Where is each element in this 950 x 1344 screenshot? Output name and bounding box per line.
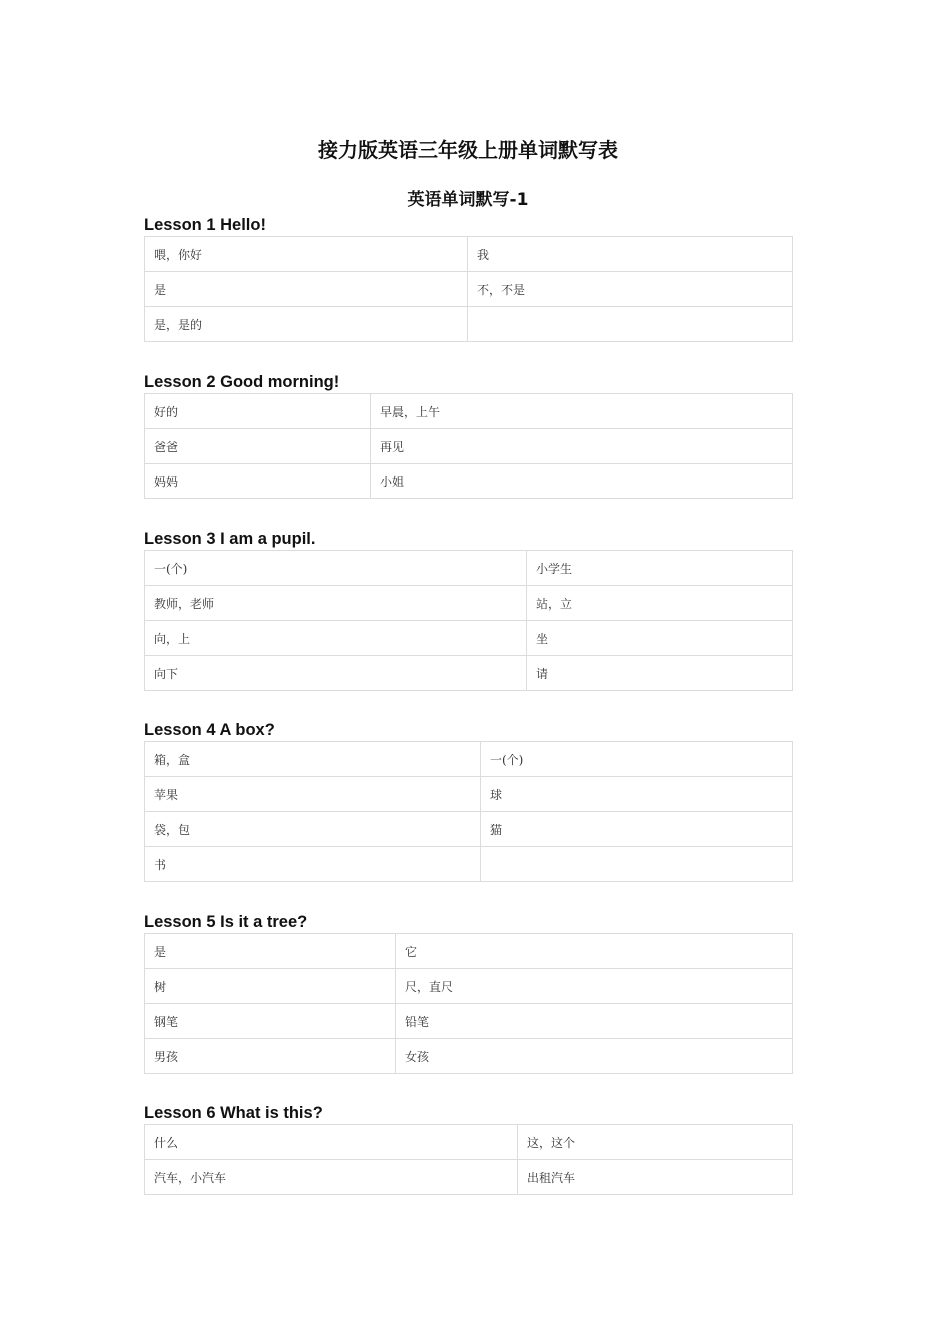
word-cell: 请 (527, 656, 793, 691)
word-cell: 不，不是 (468, 272, 793, 307)
word-cell: 好的 (145, 394, 371, 429)
lesson-title: Lesson 1 Hello! (144, 216, 266, 234)
lesson-4-word-table (144, 741, 793, 882)
word-cell: 这，这个 (518, 1125, 793, 1160)
table-row (145, 656, 793, 691)
table-row (145, 1004, 793, 1039)
lesson-title: Lesson 6 What is this? (144, 1104, 323, 1122)
word-cell: 袋，包 (145, 812, 481, 847)
lesson-4-section (144, 719, 792, 882)
word-cell (468, 307, 793, 342)
table-row (145, 551, 793, 586)
lesson-5-section (144, 911, 792, 1074)
word-cell: 汽车，小汽车 (145, 1160, 518, 1195)
word-cell: 坐 (527, 621, 793, 656)
lesson-title: Lesson 5 Is it a tree? (144, 913, 308, 931)
word-cell: 树 (145, 969, 396, 1004)
lesson-3-section (144, 528, 792, 691)
table-row (145, 969, 793, 1004)
table-row (145, 1039, 793, 1074)
table-row (145, 742, 793, 777)
word-cell: 一(个) (481, 742, 793, 777)
lesson-title: Lesson 4 A box? (144, 721, 275, 739)
word-cell: 出租汽车 (518, 1160, 793, 1195)
word-cell: 教师，老师 (145, 586, 527, 621)
word-cell: 我 (468, 237, 793, 272)
table-row (145, 621, 793, 656)
word-cell: 向下 (145, 656, 527, 691)
lesson-1-section (144, 214, 792, 342)
word-cell: 是 (145, 272, 468, 307)
word-cell: 爸爸 (145, 429, 371, 464)
word-cell: 它 (396, 934, 793, 969)
word-cell: 小学生 (527, 551, 793, 586)
table-row (145, 812, 793, 847)
lesson-2-word-table (144, 393, 793, 499)
word-cell: 小姐 (371, 464, 793, 499)
table-row (145, 394, 793, 429)
table-row (145, 237, 793, 272)
word-cell (481, 847, 793, 882)
table-row (145, 307, 793, 342)
table-row (145, 272, 793, 307)
word-cell: 猫 (481, 812, 793, 847)
document-title: 接力版英语三年级上册单词默写表 (318, 138, 618, 162)
lesson-1-word-table (144, 236, 793, 342)
word-cell: 女孩 (396, 1039, 793, 1074)
word-cell: 箱，盒 (145, 742, 481, 777)
lesson-6-section (144, 1102, 792, 1195)
table-row (145, 586, 793, 621)
document-subtitle: 英语单词默写-1 (407, 190, 529, 210)
word-cell: 向，上 (145, 621, 527, 656)
lesson-title: Lesson 2 Good morning! (144, 373, 340, 391)
table-row (145, 464, 793, 499)
word-cell: 球 (481, 777, 793, 812)
table-row (145, 777, 793, 812)
lesson-title: Lesson 3 I am a pupil. (144, 530, 316, 548)
word-cell: 是，是的 (145, 307, 468, 342)
word-cell: 铅笔 (396, 1004, 793, 1039)
lesson-3-word-table (144, 550, 793, 691)
word-cell: 什么 (145, 1125, 518, 1160)
lesson-6-word-table (144, 1124, 793, 1195)
word-cell: 早晨，上午 (371, 394, 793, 429)
word-cell: 书 (145, 847, 481, 882)
table-row (145, 1160, 793, 1195)
word-cell: 钢笔 (145, 1004, 396, 1039)
word-cell: 尺，直尺 (396, 969, 793, 1004)
word-cell: 一(个) (145, 551, 527, 586)
word-cell: 喂，你好 (145, 237, 468, 272)
word-cell: 再见 (371, 429, 793, 464)
table-row (145, 1125, 793, 1160)
lesson-2-section (144, 371, 792, 499)
word-cell: 苹果 (145, 777, 481, 812)
table-row (145, 429, 793, 464)
word-cell: 站，立 (527, 586, 793, 621)
lesson-5-word-table (144, 933, 793, 1074)
word-cell: 是 (145, 934, 396, 969)
table-row (145, 934, 793, 969)
word-cell: 妈妈 (145, 464, 371, 499)
word-cell: 男孩 (145, 1039, 396, 1074)
table-row (145, 847, 793, 882)
